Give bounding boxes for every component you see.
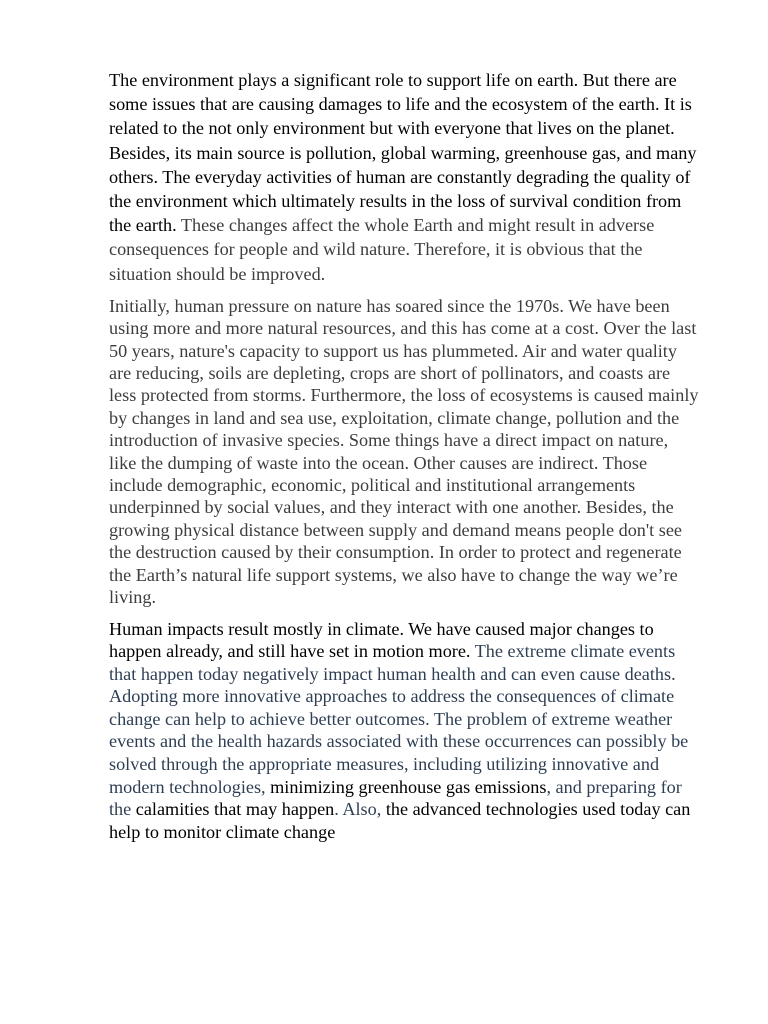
text-run: These changes affect the whole Earth and might result in adverse consequences for people and wild nature. Therefore, it is obvious that the situation should be improved.	[109, 215, 655, 284]
text-run: Human impacts result mostly in climate. We have caused major changes to happen already, and still have set in motion more.	[109, 618, 654, 662]
paragraph-climate-impacts	[109, 618, 699, 844]
text-run: Initially, human pressure on nature has soared since the 1970s. We have been using more and more natural resources, and this has come at a cost. Over the last 50 years, nature's capacity to support us has plummeted. Air and water quality are reducing, soils are depleting, crops are short of pollinators, and coasts are less protected from storms. Furthermore, the loss of ecosystems is caused mainly by changes in land and sea use, exploitation, climate change, pollution and the introduction of invasive species. Some things have a direct impact on nature, like the dumping of waste into the ocean. Other causes are indirect. Those include demographic, economic, political and institutional arrangements underpinned by social values, and they interact with one another. Besides, the growing physical distance between supply and demand means people don't see the destruction caused by their consumption. In order to protect and regenerate the Earth’s natural life support systems, we also have to change the way we’re living.	[109, 295, 699, 608]
paragraph-intro	[109, 68, 699, 286]
text-run: , and preparing for the	[109, 776, 682, 820]
text-run: minimizing greenhouse gas emissions	[265, 776, 547, 797]
document-page	[109, 68, 699, 843]
text-run: The extreme climate events that happen today negatively impact human health and can even cause deaths. Adopting more innovative approaches to address the consequences of climate change can help to achieve better outcomes. The problem of extreme weather events and the health hazards associated with these occurrences can possibly be solved through the appropriate measures, including utilizing innovative and modern technologies,	[109, 641, 689, 797]
text-run: the advanced technologies used today can help to monitor climate change	[109, 799, 691, 842]
text-run: calamities that may happen	[131, 799, 335, 820]
paragraph-human-pressure	[109, 295, 699, 609]
text-run: The environment plays a significant role to support life on earth. But there are some issues that are causing damages to life and the ecosystem of the earth. It is related to the not only environment but with everyone that lives on the planet. Besides, its main source is pollution, global warming, greenhouse gas, and many others. The everyday activities of human are constantly degrading the quality of the environment which ultimately results in the loss of survival condition from the earth.	[109, 70, 697, 236]
text-run: . Also,	[334, 799, 382, 820]
